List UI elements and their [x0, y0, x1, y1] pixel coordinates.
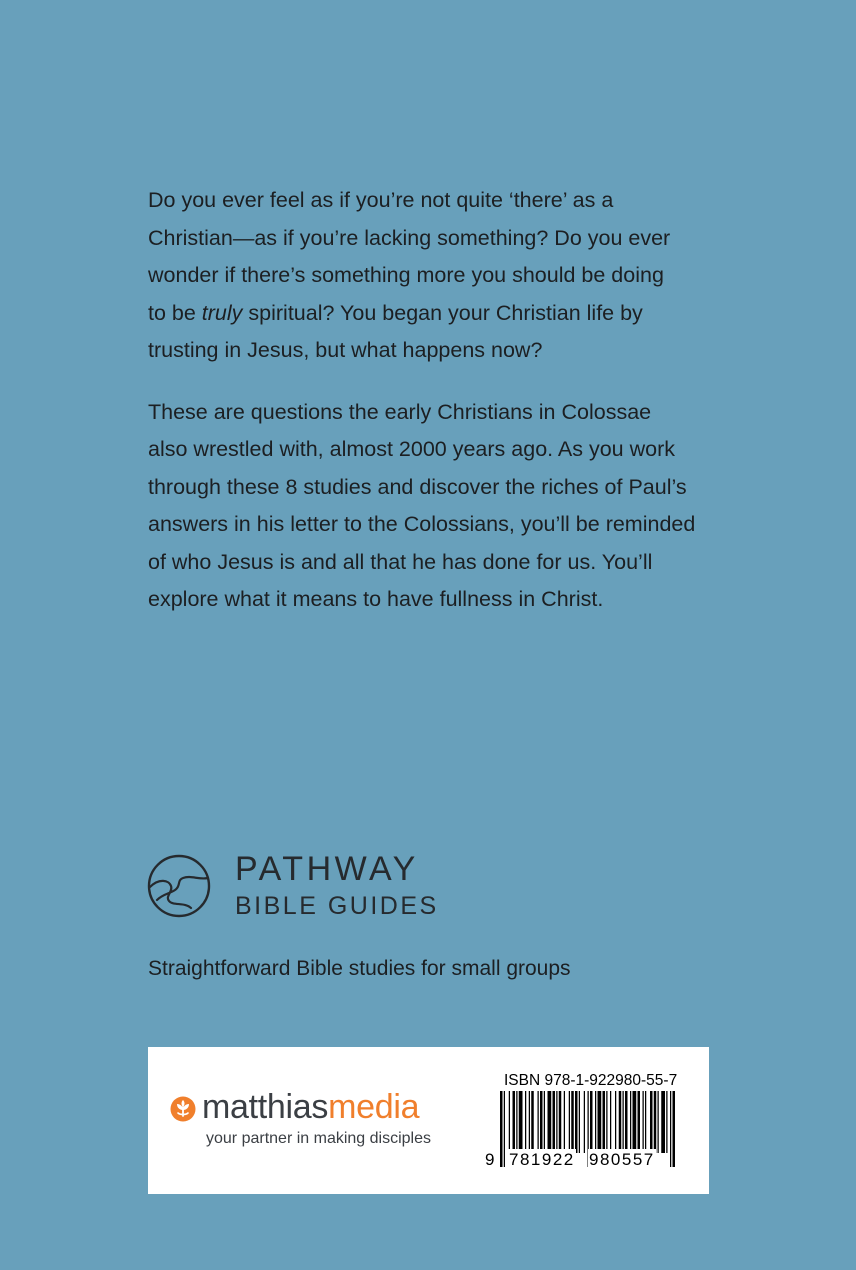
barcode-bar [525, 1091, 526, 1153]
barcode-bar [590, 1091, 593, 1153]
blurb-line [148, 295, 718, 333]
barcode-bar [598, 1091, 602, 1153]
barcode-bar [571, 1091, 574, 1153]
blurb-line: Do you ever feel as if you’re not quite ‘there’ as a [148, 188, 614, 212]
publisher-name-part1: matthias [202, 1088, 329, 1126]
blurb-line: also wrestled with, almost 2000 years ago. As you work [148, 437, 676, 461]
barcode-bar [575, 1091, 578, 1153]
blurb-line: through these 8 studies and discover the riches of Paul’s [148, 474, 687, 499]
barcode-bar [650, 1091, 653, 1153]
barcode-bar [643, 1091, 644, 1153]
isbn-label: ISBN 978-1-922980-55-7 [504, 1072, 678, 1089]
barcode-bar [553, 1091, 556, 1153]
barcode-digits [484, 1149, 684, 1171]
blurb-line: These are questions the early Christians in Colossae [148, 399, 652, 424]
publisher-barcode-panel [148, 1047, 709, 1194]
barcode-bar [610, 1091, 611, 1153]
barcode-bar [513, 1091, 516, 1153]
blurb-paragraph-1 [148, 182, 718, 370]
blurb-line: trusting in Jesus, but what happens now? [148, 338, 543, 362]
barcode-bar [603, 1091, 606, 1153]
series-tagline: Straightforward Bible studies for small groups [148, 957, 571, 980]
barcode-bar [654, 1091, 657, 1153]
series-subtitle: BIBLE GUIDES [235, 892, 439, 920]
barcode-bar [645, 1091, 646, 1153]
barcode-bar [595, 1091, 596, 1153]
barcode-bar [540, 1091, 543, 1153]
barcode-bar [619, 1091, 622, 1153]
barcode-bar [509, 1091, 510, 1153]
barcode-bar [658, 1091, 659, 1153]
publisher-tagline: your partner in making disciples [206, 1130, 431, 1147]
barcode-bar [623, 1091, 624, 1153]
barcode-bar [633, 1091, 637, 1153]
blurb-line: wonder if there’s something more you should be doing [148, 263, 664, 287]
barcode-bar [625, 1091, 628, 1153]
barcode-bar [661, 1091, 665, 1153]
barcode-bar [516, 1091, 517, 1153]
blurb-text: to be [148, 300, 202, 325]
barcode-bar [538, 1091, 539, 1153]
barcode-bar [559, 1091, 562, 1153]
barcode-bar [564, 1091, 565, 1153]
matthias-media-flower-icon [170, 1096, 196, 1122]
barcode-bar [579, 1091, 580, 1153]
barcode-bar [630, 1091, 631, 1153]
winding-path-circle-icon [147, 854, 211, 918]
blurb-line: of who Jesus is and all that he has done for us. You’ll [148, 549, 653, 574]
publisher-name-part2: media [328, 1088, 420, 1126]
publisher-name [202, 1087, 419, 1127]
barcode-bar [548, 1091, 552, 1153]
barcode-bar [544, 1091, 545, 1153]
back-cover-blurb [148, 182, 718, 643]
blurb-emphasis: truly [201, 300, 243, 325]
barcode-bar [519, 1091, 523, 1153]
barcode-digits-left: 781922 [509, 1150, 575, 1169]
barcode-digits-right: 980557 [589, 1150, 655, 1169]
barcode-bar [666, 1091, 667, 1153]
blurb-text: spiritual? You began your Christian life by [242, 300, 643, 325]
barcode-bar [606, 1091, 607, 1153]
blurb-paragraph-2 [148, 394, 718, 619]
series-name: PATHWAY [235, 850, 419, 888]
blurb-line: answers in his letter to the Colossians, you’ll be reminded [148, 512, 696, 536]
barcode-bar [584, 1091, 585, 1153]
barcode-bar [615, 1091, 616, 1153]
barcode-bar [569, 1091, 570, 1153]
barcode-bar [556, 1091, 557, 1153]
blurb-line: Christian—as if you’re lacking something? Do you ever [148, 225, 671, 250]
barcode-bar [531, 1091, 534, 1153]
barcode-bar [638, 1091, 641, 1153]
barcode-digit-first: 9 [485, 1150, 495, 1169]
barcode-bar [529, 1091, 530, 1153]
blurb-line: explore what it means to have fullness in Christ. [148, 587, 604, 611]
series-logo-block [147, 850, 477, 925]
